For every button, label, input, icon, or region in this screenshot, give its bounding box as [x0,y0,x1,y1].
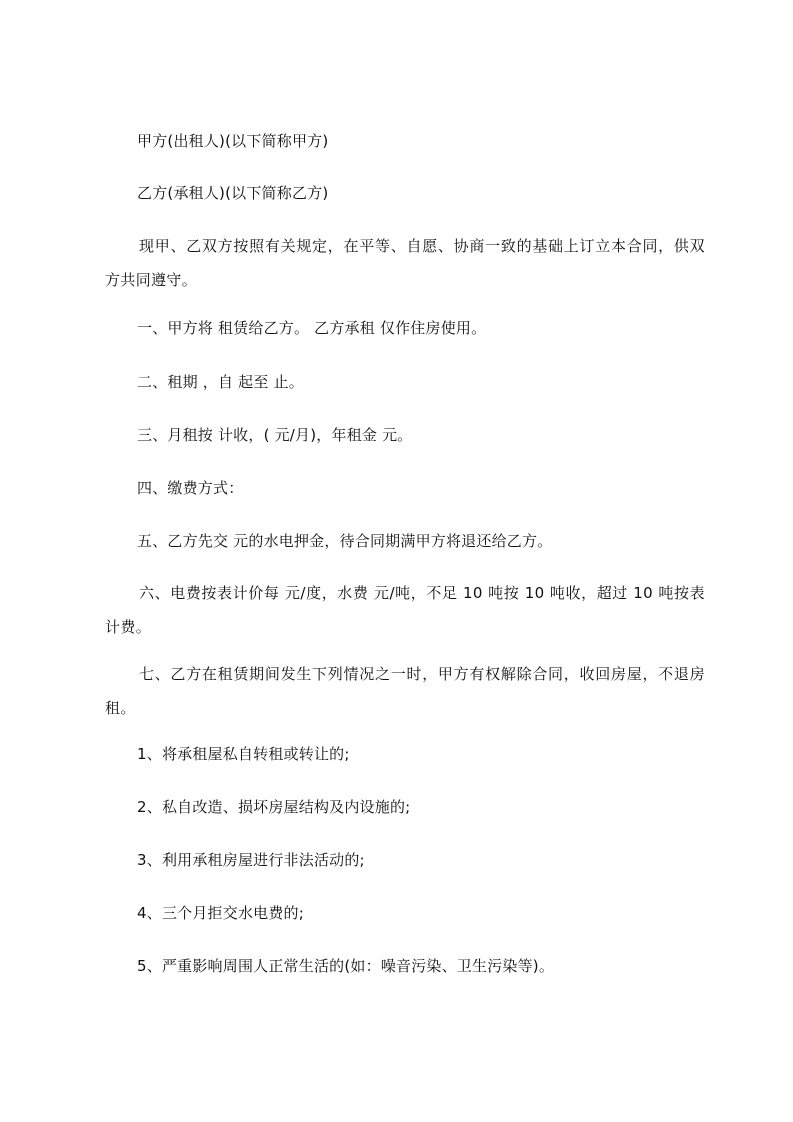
list-item: 2、私自改造、损坏房屋结构及内设施的; [137,798,411,816]
clause-3: 三、月租按 计收，( 元/月)，年租金 元。 [137,426,413,444]
intro-paragraph: 现甲、乙双方按照有关规定，在平等、自愿、协商一致的基础上订立本合同，供双方共同遵守。 [105,237,705,289]
clause-2: 二、租期 ，自 起至 止。 [137,373,304,391]
clause-4: 四、缴费方式： [137,479,244,497]
party-b-line: 乙方(承租人)(以下简称乙方) [137,184,329,202]
list-item: 1、将承租屋私自转租或转让的; [137,745,350,763]
clause-1: 一、甲方将 租赁给乙方。 乙方承租 仅作住房使用。 [137,319,487,337]
list-item: 4、三个月拒交水电费的; [137,904,304,922]
party-a-line: 甲方(出租人)(以下简称甲方) [137,132,329,150]
list-item: 3、利用承租房屋进行非法活动的; [137,851,365,869]
clause-5: 五、乙方先交 元的水电押金，待合同期满甲方将退还给乙方。 [137,532,553,550]
list-item: 5、严重影响周围人正常生活的(如：噪音污染、卫生污染等)。 [137,957,555,975]
clause-6: 六、电费按表计价每 元/度，水费 元/吨，不足 10 吨按 10 吨收，超过 10 吨按表计费。 [105,584,705,636]
clause-7: 七、乙方在租赁期间发生下列情况之一时，甲方有权解除合同，收回房屋，不退房租。 [105,665,705,717]
